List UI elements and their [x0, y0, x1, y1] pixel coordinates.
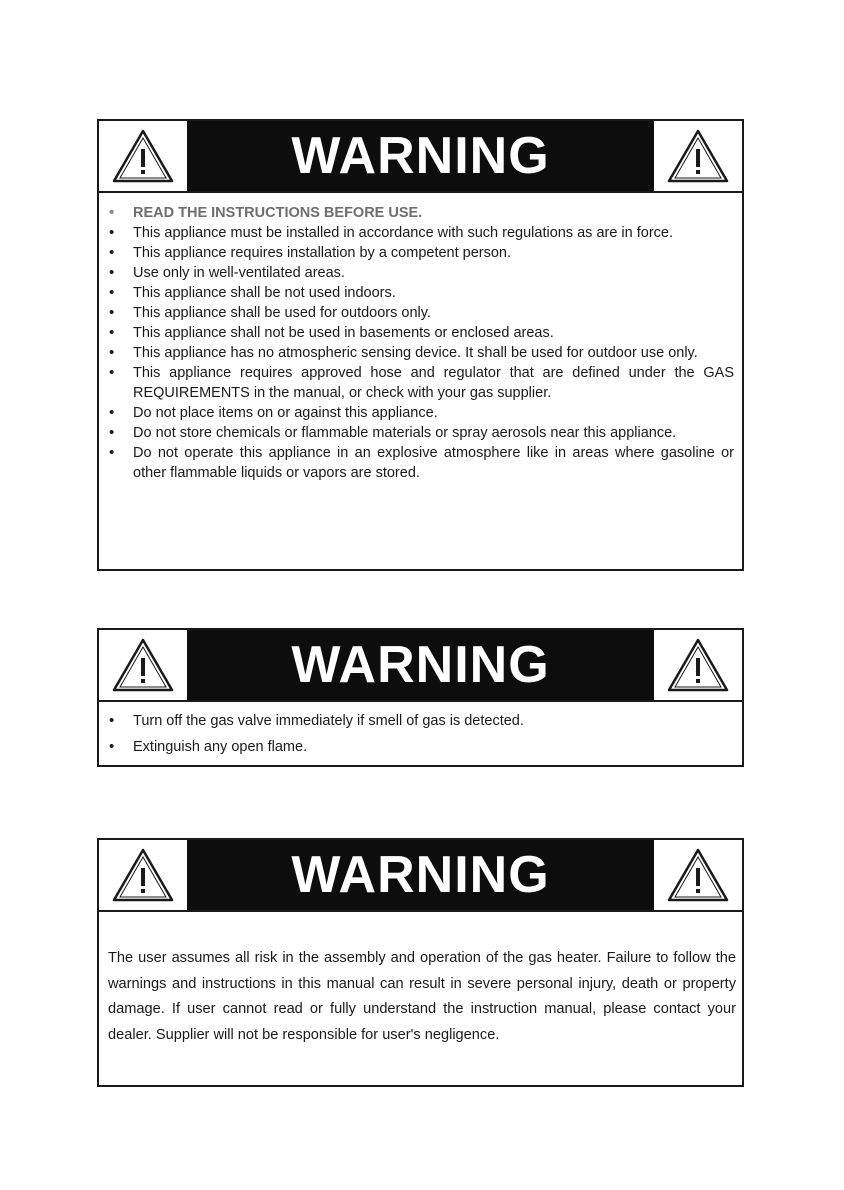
warning-triangle-icon [99, 121, 187, 191]
list-item: • Turn off the gas valve immediately if smell of gas is detected. [109, 708, 734, 734]
warning-title-bar [187, 840, 654, 910]
list-item: • Do not operate this appliance in an explosive atmosphere like in areas where gasoline or other flammable liquids or vapors are stored. [109, 443, 734, 483]
warning-title: WARNING [291, 636, 550, 694]
warning-triangle-icon [654, 630, 742, 700]
warning-header [99, 630, 742, 702]
warning-list [99, 702, 742, 768]
warning-box-1 [97, 119, 744, 571]
warning-title-bar [187, 121, 654, 191]
warning-paragraph: The user assumes all risk in the assembly and operation of the gas heater. Failure to follow the warnings and instructions in this manual can result in severe personal injury, death or property damage. If user cannot read or fully understand the instruction manual, please contact your dealer. Supplier will not be responsible for user's negligence. [108, 950, 736, 1043]
list-item: • This appliance shall be used for outdoors only. [109, 303, 734, 323]
list-item: • This appliance shall not be used in basements or enclosed areas. [109, 323, 734, 343]
warning-triangle-icon [99, 840, 187, 910]
list-item: • Extinguish any open flame. [109, 734, 734, 760]
warning-header [99, 840, 742, 912]
warning-triangle-icon [654, 121, 742, 191]
warning-header [99, 121, 742, 193]
warning-triangle-icon [654, 840, 742, 910]
warning-box-3 [97, 838, 744, 1087]
list-item: • This appliance requires approved hose and regulator that are defined under the GAS REQUIREMENTS in the manual, or check with your gas supplier. [109, 363, 734, 403]
list-item: • This appliance requires installation by a competent person. [109, 243, 734, 263]
list-item: • Do not place items on or against this appliance. [109, 403, 734, 423]
warning-title-bar [187, 630, 654, 700]
warning-list [99, 193, 742, 491]
list-item: • READ THE INSTRUCTIONS BEFORE USE. [109, 203, 734, 223]
list-item: • This appliance has no atmospheric sensing device. It shall be used for outdoor use only. [109, 343, 734, 363]
list-item: • Use only in well-ventilated areas. [109, 263, 734, 283]
warning-title: WARNING [291, 127, 550, 185]
list-item: • This appliance must be installed in accordance with such regulations as are in force. [109, 223, 734, 243]
list-item: • Do not store chemicals or flammable materials or spray aerosols near this appliance. [109, 423, 734, 443]
warning-box-2 [97, 628, 744, 767]
list-item: • This appliance shall be not used indoors. [109, 283, 734, 303]
warning-triangle-icon [99, 630, 187, 700]
warning-title: WARNING [291, 846, 550, 904]
